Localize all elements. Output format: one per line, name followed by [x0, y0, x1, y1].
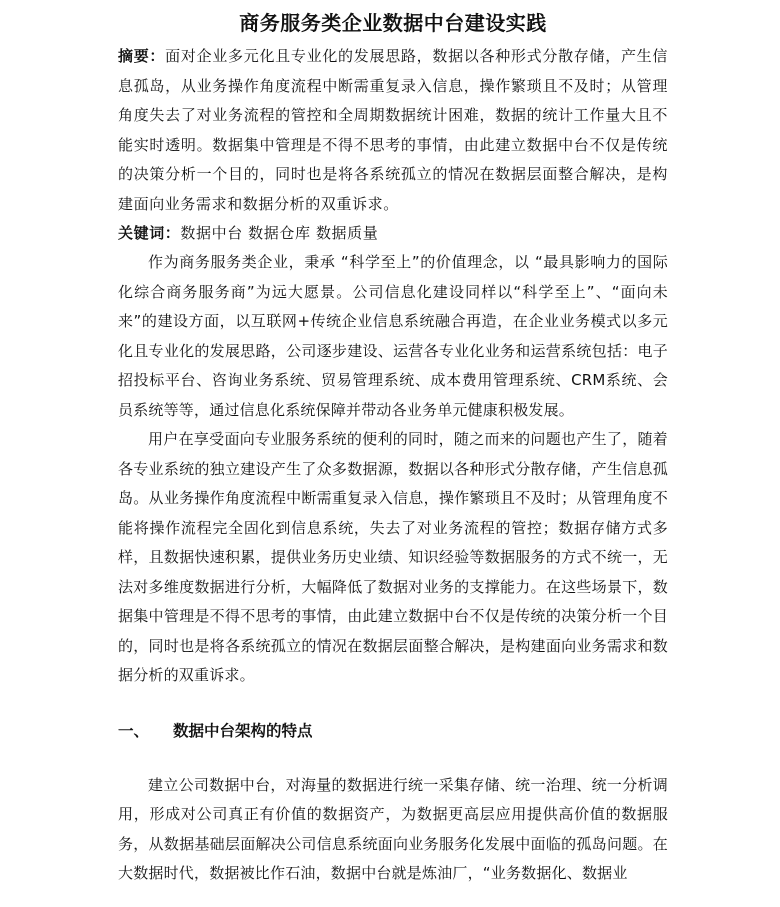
body-paragraph-1: 作为商务服务类企业，秉承 “科学至上”的价值理念，以 “最具影响力的国际化综合商务服务商”为远大愿景。公司信息化建设同样以“科学至上”、“面向未来”的建设方面，以互联网+传统企业信息系统融合再造，在企业业务模式以多元化且专业化的发展思路，公司逐步建设、运营各专业化业务和运营系统包括：电子招投标平台、咨询业务系统、贸易管理系统、成本费用管理系统、CRM系统、会员系统等等，通过信息化系统保障并带动各业务单元健康积极发展。: [118, 253, 668, 419]
keywords: [118, 219, 668, 248]
section-title: 数据中台架构的特点: [173, 721, 313, 740]
abstract: [118, 42, 668, 219]
keywords-label: 关键词：: [118, 224, 181, 242]
section-heading: [118, 716, 668, 746]
section-paragraph: 建立公司数据中台，对海量的数据进行统一采集存储、统一治理、统一分析调用，形成对公司真正有价值的数据资产，为数据更高层应用提供高价值的数据服务，从数据基础层面解决公司信息系统面向业务服务化发展中面临的孤岛问题。在大数据时代，数据被比作石油，数据中台就是炼油厂，“业务数据化、数据业: [118, 775, 668, 882]
section-number: 一、: [118, 721, 150, 740]
keywords-text: 数据中台 数据仓库 数据质量: [180, 224, 379, 242]
page-title: 商务服务类企业数据中台建设实践: [239, 11, 547, 35]
document-page: [118, 8, 668, 889]
abstract-text: 面对企业多元化且专业化的发展思路，数据以各种形式分散存储，产生信息孤岛，从业务操作角度流程中断需重复录入信息，操作繁琐且不及时；从管理角度失去了对业务流程的管控和全周期数据统计困难，数据的统计工作量大且不能实时透明。数据集中管理是不得不思考的事情，由此建立数据中台不仅是传统的决策分析一个目的，同时也是将各系统孤立的情况在数据层面整合解决，是构建面向业务需求和数据分析的双重诉求。: [118, 47, 668, 213]
body-paragraph-2: 用户在享受面向专业服务系统的便利的同时，随之而来的问题也产生了，随着各专业系统的独立建设产生了众多数据源，数据以各种形式分散存储，产生信息孤岛。从业务操作角度流程中断需重复录入信息，操作繁琐且不及时；从管理角度不能将操作流程完全固化到信息系统，失去了对业务流程的管控；数据存储方式多样，且数据快速积累，提供业务历史业绩、知识经验等数据服务的方式不统一，无法对多维度数据进行分析，大幅降低了数据对业务的支撑能力。在这些场景下，数据集中管理是不得不思考的事情，由此建立数据中台不仅是传统的决策分析一个目的，同时也是将各系统孤立的情况在数据层面整合解决，是构建面向业务需求和数据分析的双重诉求。: [118, 430, 668, 684]
abstract-label: 摘要：: [118, 47, 166, 65]
